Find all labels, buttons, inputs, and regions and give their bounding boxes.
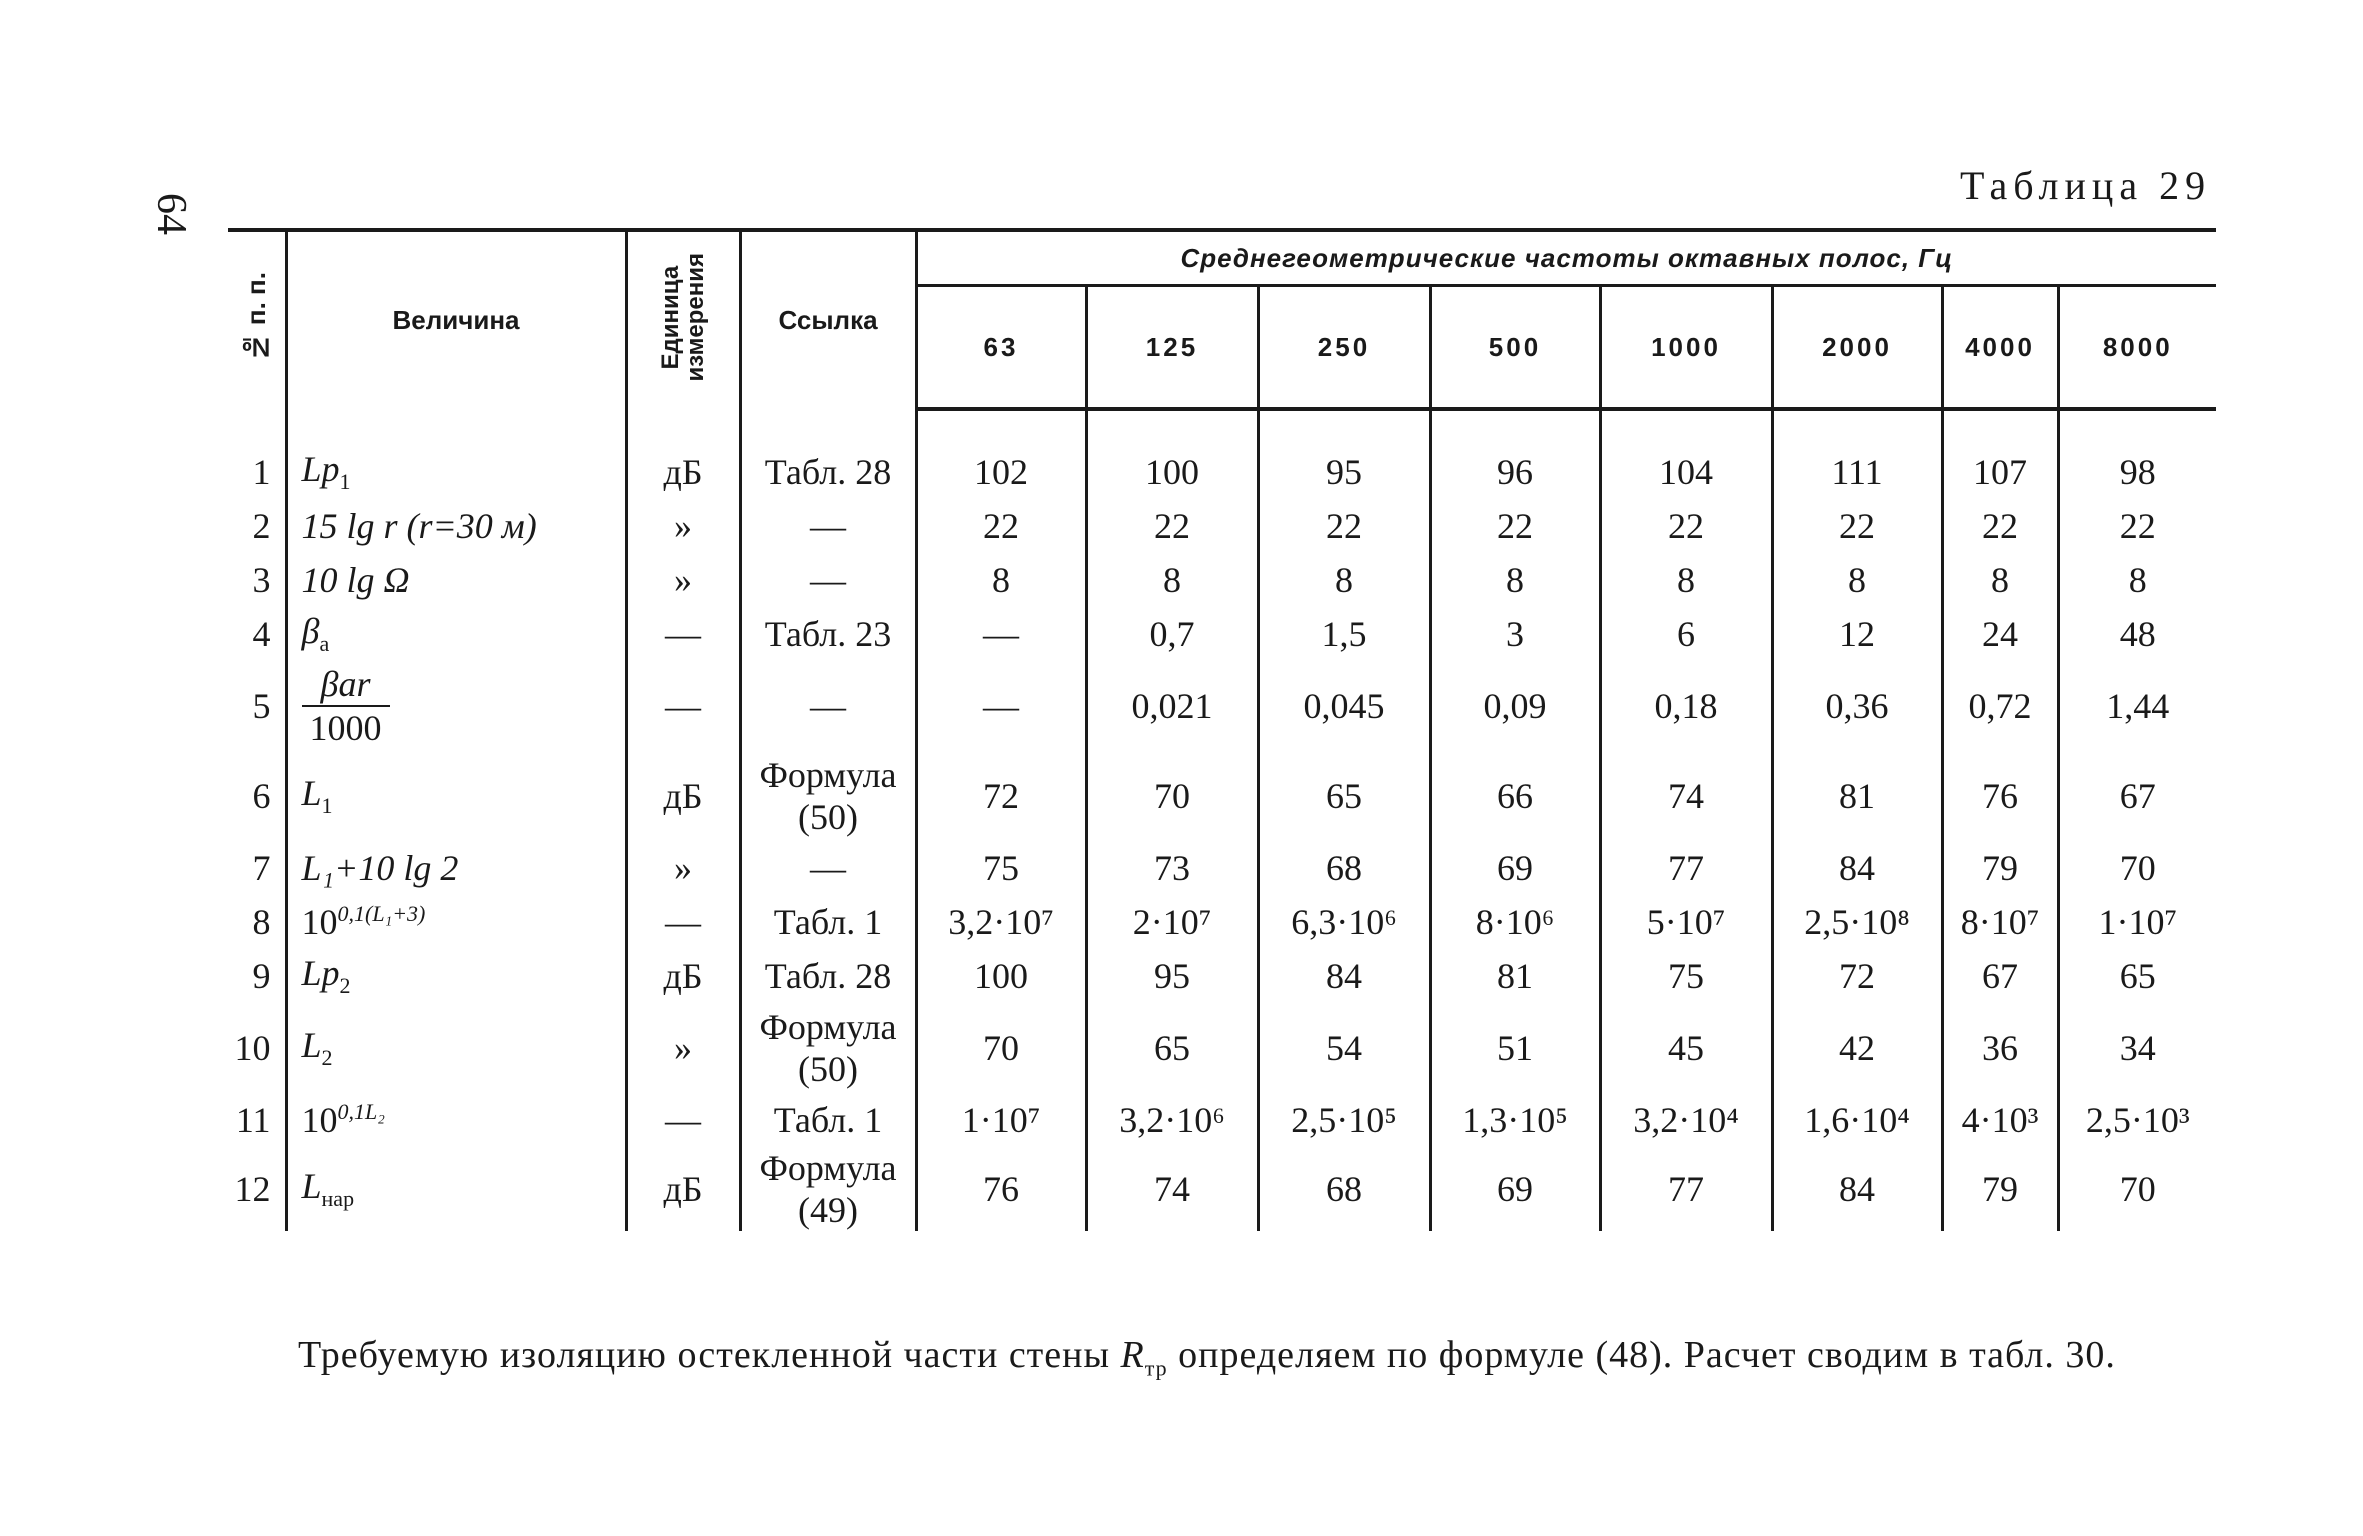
row-value: 48 [2119, 614, 2156, 654]
footnote-text: Требуемую изоляцию остекленной части стены $R_{тр}$ определяем по формуле (48). Расчет сводим в табл. 30. [298, 1334, 2116, 1381]
row-value: 66 [1430, 751, 1600, 841]
row-value: 42 [1772, 1003, 1942, 1093]
row-unit: » [626, 841, 740, 895]
row-quantity: 10 lg Ω [286, 553, 626, 607]
row-value: 45 [1600, 1003, 1772, 1093]
row-reference: Формула (50) [740, 751, 916, 841]
row-reference: Табл. 28 [740, 445, 916, 499]
header-freq: 63 [916, 286, 1086, 410]
row-value: 8 [916, 553, 1086, 607]
row-value: 54 [1258, 1003, 1430, 1093]
row-value: 65 [1086, 1003, 1258, 1093]
table-caption: Таблица 29 [1960, 163, 2212, 208]
header-reference: Ссылка [740, 230, 916, 409]
row-value: 1,44 [2106, 686, 2170, 726]
row-value: 8 [1430, 553, 1600, 607]
row-value: 70 [1086, 751, 1258, 841]
header-num: № п. п. [228, 230, 286, 409]
header-freq: 500 [1430, 286, 1600, 410]
row-value: 0,18 [1600, 661, 1772, 751]
row-value: 3,2·10⁷ [916, 895, 1086, 949]
row-value: 75 [916, 841, 1086, 895]
row-value: 98 [2119, 452, 2156, 492]
table-row [228, 949, 2216, 1003]
row-quantity: $Lp_1$ [286, 445, 626, 499]
row-value: 24 [1942, 607, 2058, 661]
row-value: 2,5·10³ [2085, 1100, 2190, 1140]
row-quantity: L₁+10 lg 2 [286, 841, 626, 895]
row-value: — [916, 607, 1086, 661]
header-freq: 8000 [2058, 286, 2216, 410]
row-value: 68 [1258, 1147, 1430, 1231]
row-value: 36 [1942, 1003, 2058, 1093]
row-value: 76 [916, 1147, 1086, 1231]
row-value: 22 [1600, 499, 1772, 553]
row-value: 5·10⁷ [1600, 895, 1772, 949]
row-reference: — [740, 841, 916, 895]
row-value: 2,5·10⁸ [1772, 895, 1942, 949]
row-value: 84 [1258, 949, 1430, 1003]
row-value: 69 [1430, 841, 1600, 895]
table-row [228, 553, 2216, 607]
row-unit: — [626, 895, 740, 949]
row-value: 51 [1430, 1003, 1600, 1093]
row-number: 3 [228, 553, 286, 607]
table-row [228, 751, 2216, 841]
row-reference: Табл. 1 [740, 1093, 916, 1147]
row-number: 12 [228, 1147, 286, 1231]
row-number: 11 [228, 1093, 286, 1147]
header-unit: Единица измерения [626, 230, 740, 409]
row-value: 81 [1430, 949, 1600, 1003]
row-value: 0,36 [1772, 661, 1942, 751]
row-value: 111 [1772, 445, 1942, 499]
row-value: 70 [2119, 1169, 2156, 1209]
row-value: 95 [1258, 445, 1430, 499]
row-number: 6 [228, 751, 286, 841]
row-value: 22 [1258, 499, 1430, 553]
row-value: 65 [2119, 956, 2156, 996]
row-unit: дБ [626, 445, 740, 499]
row-unit: дБ [626, 949, 740, 1003]
table-row [228, 499, 2216, 553]
row-quantity: 15 lg r (r=30 м) [286, 499, 626, 553]
row-value: 75 [1600, 949, 1772, 1003]
row-unit: дБ [626, 751, 740, 841]
table-row [228, 607, 2216, 661]
row-value: 0,72 [1942, 661, 2058, 751]
row-value: 74 [1600, 751, 1772, 841]
row-value: 8·10⁶ [1430, 895, 1600, 949]
page-number: 64 [148, 193, 194, 235]
row-reference: Формула (49) [740, 1147, 916, 1231]
header-freq: 4000 [1942, 286, 2058, 410]
row-value: 1,3·10⁵ [1430, 1093, 1600, 1147]
row-value: 8 [1942, 553, 2058, 607]
row-number: 7 [228, 841, 286, 895]
table-row [228, 445, 2216, 499]
table-row [228, 1003, 2216, 1093]
row-value: 2,5·10⁵ [1258, 1093, 1430, 1147]
row-value: 8·10⁷ [1942, 895, 2058, 949]
row-value: 73 [1086, 841, 1258, 895]
row-value: 107 [1942, 445, 2058, 499]
row-value: 0,021 [1086, 661, 1258, 751]
row-value: 65 [1258, 751, 1430, 841]
header-freq: 125 [1086, 286, 1258, 410]
row-value: 22 [2119, 506, 2156, 546]
row-value: 22 [1086, 499, 1258, 553]
header-freq: 250 [1258, 286, 1430, 410]
row-value: 22 [916, 499, 1086, 553]
row-value: 8 [1086, 553, 1258, 607]
header-freq: 2000 [1772, 286, 1942, 410]
row-value: 104 [1600, 445, 1772, 499]
row-value: 8 [1258, 553, 1430, 607]
row-value: 0,045 [1258, 661, 1430, 751]
row-unit: — [626, 607, 740, 661]
row-unit: » [626, 499, 740, 553]
header-freq-group: Среднегеометрические частоты октавных полос, Гц [916, 230, 2216, 286]
row-value: 84 [1772, 841, 1942, 895]
data-table [228, 228, 2216, 1231]
row-quantity: $Lp_2$ [286, 949, 626, 1003]
row-reference: — [740, 499, 916, 553]
row-quantity: $\frac{\text{βar}}{1000}$ [286, 661, 626, 751]
row-reference: — [740, 553, 916, 607]
row-reference: — [740, 661, 916, 751]
row-number: 2 [228, 499, 286, 553]
row-value: 1·10⁷ [916, 1093, 1086, 1147]
row-quantity: $L_2$ [286, 1003, 626, 1093]
row-value: 22 [1772, 499, 1942, 553]
row-value: 72 [916, 751, 1086, 841]
row-value: 1,6·10⁴ [1772, 1093, 1942, 1147]
row-value: 96 [1430, 445, 1600, 499]
row-value: 12 [1772, 607, 1942, 661]
row-value: 69 [1430, 1147, 1600, 1231]
row-quantity: $L_{нар}$ [286, 1147, 626, 1231]
row-value: 3 [1430, 607, 1600, 661]
row-value: 0,09 [1430, 661, 1600, 751]
row-number: 5 [228, 661, 286, 751]
row-value: 102 [916, 445, 1086, 499]
row-unit: » [626, 553, 740, 607]
row-value: 77 [1600, 1147, 1772, 1231]
row-value: 34 [2119, 1028, 2156, 1068]
row-value: 100 [1086, 445, 1258, 499]
row-reference: Формула (50) [740, 1003, 916, 1093]
row-number: 4 [228, 607, 286, 661]
row-value: 76 [1942, 751, 2058, 841]
row-value: 77 [1600, 841, 1772, 895]
row-number: 9 [228, 949, 286, 1003]
header-freq: 1000 [1600, 286, 1772, 410]
row-unit: » [626, 1003, 740, 1093]
row-unit: — [626, 1093, 740, 1147]
row-value: 22 [1430, 499, 1600, 553]
row-value: 8 [1772, 553, 1942, 607]
row-value: 4·10³ [1942, 1093, 2058, 1147]
row-quantity: $10^{0,1(L_1+3)}$ [286, 895, 626, 949]
row-quantity: $\beta_a$ [286, 607, 626, 661]
row-value: 74 [1086, 1147, 1258, 1231]
row-reference: Табл. 1 [740, 895, 916, 949]
row-quantity: $L_1$ [286, 751, 626, 841]
row-value: — [916, 661, 1086, 751]
row-value: 68 [1258, 841, 1430, 895]
row-number: 1 [228, 445, 286, 499]
row-value: 8 [2128, 560, 2147, 600]
table-row [228, 661, 2216, 751]
row-value: 6 [1600, 607, 1772, 661]
row-value: 8 [1600, 553, 1772, 607]
table-row [228, 1093, 2216, 1147]
row-value: 70 [2119, 848, 2156, 888]
row-value: 79 [1942, 1147, 2058, 1231]
row-reference: Табл. 28 [740, 949, 916, 1003]
row-value: 79 [1942, 841, 2058, 895]
row-value: 22 [1942, 499, 2058, 553]
row-unit: дБ [626, 1147, 740, 1231]
row-value: 1,5 [1258, 607, 1430, 661]
row-value: 100 [916, 949, 1086, 1003]
row-value: 81 [1772, 751, 1942, 841]
row-value: 0,7 [1086, 607, 1258, 661]
row-value: 72 [1772, 949, 1942, 1003]
row-number: 8 [228, 895, 286, 949]
row-value: 84 [1772, 1147, 1942, 1231]
table-row [228, 1147, 2216, 1231]
header-quantity: Величина [286, 230, 626, 409]
row-value: 70 [916, 1003, 1086, 1093]
row-value: 2·10⁷ [1086, 895, 1258, 949]
row-value: 3,2·10⁶ [1086, 1093, 1258, 1147]
row-quantity: $10^{0,1L_2}$ [286, 1093, 626, 1147]
row-value: 1·10⁷ [2098, 902, 2178, 942]
table-row [228, 841, 2216, 895]
row-unit: — [626, 661, 740, 751]
row-value: 6,3·10⁶ [1258, 895, 1430, 949]
row-reference: Табл. 23 [740, 607, 916, 661]
row-value: 3,2·10⁴ [1600, 1093, 1772, 1147]
table-row [228, 895, 2216, 949]
row-value: 67 [2119, 776, 2156, 816]
row-number: 10 [228, 1003, 286, 1093]
row-value: 67 [1942, 949, 2058, 1003]
row-value: 95 [1086, 949, 1258, 1003]
